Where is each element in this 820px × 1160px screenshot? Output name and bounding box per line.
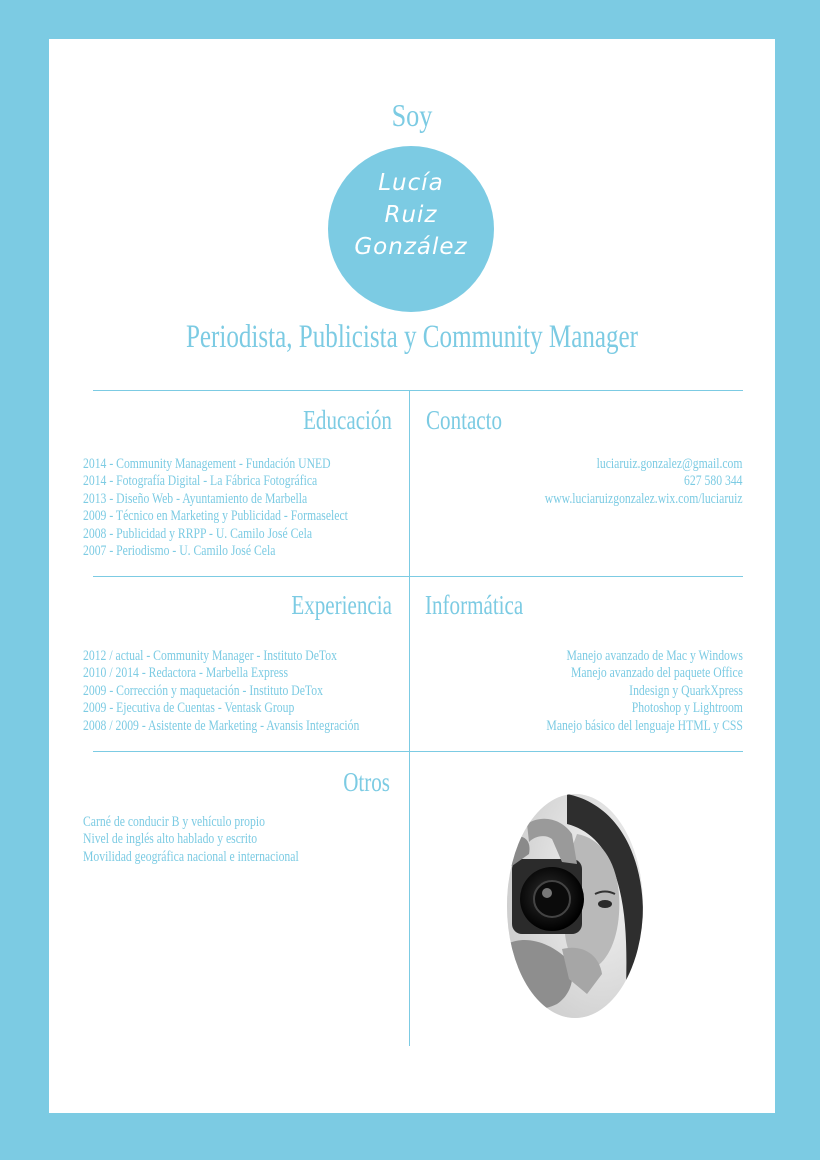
list-item: 2008 / 2009 - Asistente de Marketing - Avansis Integración xyxy=(83,717,360,734)
list-item: 2009 - Técnico en Marketing y Publicidad - Formaselect xyxy=(83,508,348,525)
list-item: Manejo básico del lenguaje HTML y CSS xyxy=(546,717,743,734)
name-badge xyxy=(328,146,494,312)
list-item: 2014 - Fotografía Digital - La Fábrica Fotográfica xyxy=(83,473,318,490)
others-list xyxy=(83,814,299,866)
education-heading: Educación xyxy=(303,405,392,435)
contact-heading: Contacto xyxy=(426,405,503,435)
list-item: Manejo avanzado del paquete Office xyxy=(571,665,743,682)
cv-page xyxy=(49,39,775,1113)
list-item: 2008 - Publicidad y RRPP - U. Camilo José Cela xyxy=(83,525,313,542)
list-item: 2007 - Periodismo - U. Camilo José Cela xyxy=(83,543,276,560)
intro-text: Soy xyxy=(391,97,433,133)
computing-heading: Informática xyxy=(425,590,524,620)
list-item: Manejo avanzado de Mac y Windows xyxy=(566,648,743,664)
list-item: 2009 - Ejecutiva de Cuentas - Ventask Group xyxy=(83,700,295,717)
list-item: Nivel de inglés alto hablado y escrito xyxy=(83,831,258,848)
list-item: 2012 / actual - Community Manager - Instituto DeTox xyxy=(83,648,337,664)
list-item: 2009 - Corrección y maquetación - Instituto DeTox xyxy=(83,682,323,699)
first-name: Lucía xyxy=(378,170,444,196)
list-item: Photoshop y Lightroom xyxy=(631,700,743,717)
list-item: Indesign y QuarkXpress xyxy=(629,682,743,699)
others-heading: Otros xyxy=(343,767,390,797)
divider-middle xyxy=(93,576,743,577)
experience-heading: Experiencia xyxy=(291,590,392,620)
divider-bottom xyxy=(93,751,743,752)
list-item: 2014 - Community Management - Fundación UNED xyxy=(83,456,331,472)
computing-list xyxy=(547,648,743,735)
profession-title: Periodista, Publicista y Community Manager xyxy=(185,319,639,355)
contact-list xyxy=(545,456,743,508)
experience-list xyxy=(83,648,359,735)
list-item: Carné de conducir B y vehículo propio xyxy=(83,814,265,830)
website-text: www.luciaruizgonzalez.wix.com/luciaruiz xyxy=(545,490,743,507)
second-surname: González xyxy=(354,234,468,260)
phone-text: 627 580 344 xyxy=(684,473,743,490)
list-item: 2010 / 2014 - Redactora - Marbella Express xyxy=(83,665,289,682)
education-list xyxy=(83,456,348,560)
list-item: Movilidad geográfica nacional e internacional xyxy=(83,848,299,865)
portrait-photo-icon xyxy=(507,794,643,1018)
divider-top xyxy=(93,390,743,391)
first-surname: Ruiz xyxy=(384,202,438,228)
divider-vertical xyxy=(409,391,410,1046)
email-text: luciaruiz.gonzalez@gmail.com xyxy=(597,456,743,472)
list-item: 2013 - Diseño Web - Ayuntamiento de Marbella xyxy=(83,490,308,507)
